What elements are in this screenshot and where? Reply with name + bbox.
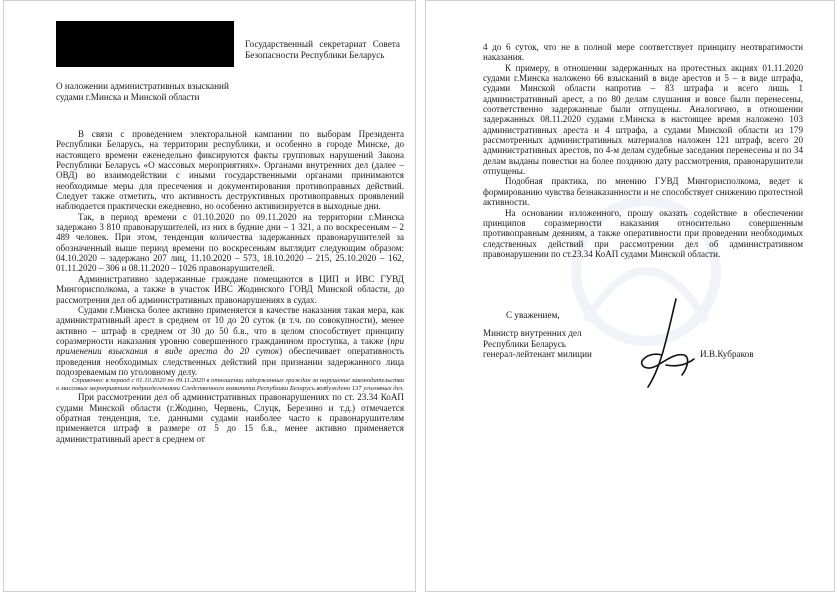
paragraph: В связи с проведением электоральной кампании по выборам Президента Республики Беларусь, на территории республики, и особенно в городе Минске, до настоящего времени еженедельно фиксируются факты групповых нарушений Закона Республики Беларусь «О массовых мероприятиях». Органами внутренних дел (далее – ОВД) во взаимодействии с иными государственными органами принимаются необходимые меры для пресечения и документирования противоправных действий. Следует также отметить, что активность деструктивных противоправных проявлений наблюдается практически ежедневно, но особенно активизируется в выходные дни. xyxy=(56,129,404,212)
document-page-left xyxy=(3,0,416,592)
paragraph: К примеру, в отношении задержанных на протестных акциях 01.11.2020 судами г.Минска наложено 66 взысканий в виде арестов и 5 – в виде штрафа, судами Минской области напротив – 83 штрафа и всего лишь 1 административный арест, а по 80 делам слушания и вовсе были перенесены, соответственно задержанные были отпущены. Аналогично, в отношении задержанных 08.11.2020 судами г.Минска в настоящее время наложено 103 административных ареста и 4 штрафа, а судами Минской области из 179 рассмотренных административных материалов наложен 121 штраф, всего 20 административных арестов, по 4-м делам судебные заседания перенесены и по 34 делам выданы повестки на более позднюю дату рассмотрения, правонарушители отпущены. xyxy=(483,62,803,177)
paragraph: На основании изложенного, прошу оказать содействие в обеспечении принципов соразмерности наказания относительно совершенным противоправным деяниям, а также оперативности при проведении необходимых следственных действий при рассмотрении дел об административном правонарушении по ст.23.34 КоАП судами Минской области. xyxy=(483,207,803,259)
document-page-right xyxy=(425,0,835,592)
paragraph: При рассмотрении дел об административных правонарушениях по ст. 23.34 КоАП судами Минской области (г.Жодино, Червень, Слуцк, Березино и т.д.) отмечается обратная тенденция, т.е. данными судами наиболее часто к правонарушителям применяется штраф в размере от 5 до 15 б.в., менее активно применяется административный арест в среднем от xyxy=(56,392,404,444)
paragraph: 4 до 6 суток, что не в полной мере соответствует принципу неотвратимости наказания. xyxy=(483,42,803,63)
paragraph: Административно задержанные граждане помещаются в ЦИП и ИВС ГУВД Мингорисполкома, а также в участок ИВС Жодинского ГОВД Минской области, до рассмотрения дел об административных правонарушениях в судах. xyxy=(56,273,404,305)
signer-title: Министр внутренних дел Республики Беларусь генерал-лейтенант милиции xyxy=(483,328,592,360)
footnote: Справочно: в период с 01.10.2020 по 09.11.2020 в отношении задержанных граждан за нарушение законодательства о массовых мероприятиях подразделениями Следственного комитета Республики Беларусь возбуждено 137 уголовных дел. xyxy=(56,377,405,392)
handwritten-signature xyxy=(632,295,714,395)
recipient-address: Государственный секретариат Совета Безопасности Республики Беларусь xyxy=(245,39,400,60)
paragraph: Судами г.Минска более активно применяется в качестве наказания такая мера, как административный арест в среднем от 10 до 20 суток (в т.ч. по совокупности), менее активно – штраф в среднем от 30 до 50 б.в., что в целом способствует принципу соразмерности наказания уровню совершенного гражданином проступка, а также (при применении взыскания в виде ареста до 20 суток) обеспечивает оперативность проведения необходимых следственных действий при признании задержанного лица подозреваемым по уголовному делу. xyxy=(56,304,404,377)
paragraph-emphasis: при применении взыскания в виде ареста до 20 суток xyxy=(56,335,404,357)
paragraph: Так, в период времени с 01.10.2020 по 09.11.2020 на территории г.Минска задержано 3 810 правонарушителей, из них в будние дни – 1 321, а по воскресеньям – 2 489 человек. При этом, тенденция количества задержанных правонарушителей за обозначенный выше период времени по воскресеньям выглядит следующим образом: 04.10.2020 – задержано 207 лиц, 11.10.2020 – 573, 18.10.2020 – 215, 25.10.2020 – 162, 01.11.2020 – 306 и 08.11.2020 – 1026 правонарушителей. xyxy=(56,211,404,274)
paragraph: Подобная практика, по мнению ГУВД Мингорисполкома, ведет к формированию чувства безнаказанности и не способствует снижению протестной активности. xyxy=(483,176,803,208)
letter-body-right xyxy=(483,42,803,259)
letter-body-left xyxy=(56,129,404,444)
redacted-block xyxy=(56,21,234,67)
letter-subject: О наложении административных взысканий судами г.Минска и Минской области xyxy=(56,81,229,102)
closing-regards: С уважением, xyxy=(506,310,560,320)
signer-name: И.В.Кубраков xyxy=(700,349,754,359)
